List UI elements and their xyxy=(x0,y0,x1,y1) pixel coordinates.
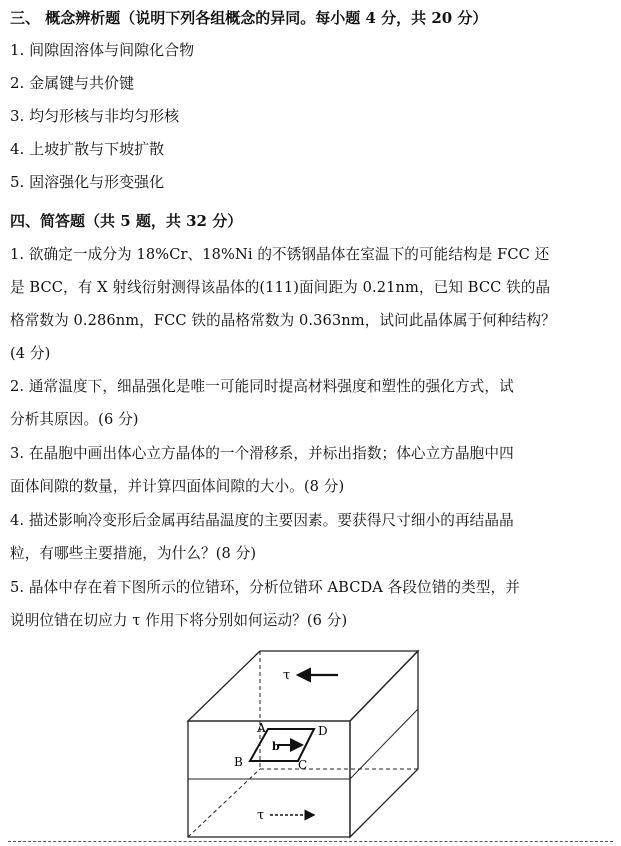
question-line: 2. 通常温度下，细晶强化是唯一可能同时提高材料强度和塑性的强化方式，试 xyxy=(10,378,514,395)
crystal-block xyxy=(188,651,418,837)
section-4-title: 四、简答题（共 5 题，共 32 分） xyxy=(10,212,243,230)
concept-item-2: 2. 金属键与共价键 xyxy=(10,74,135,92)
question-line: (4 分) xyxy=(10,345,51,362)
dislocation-loop-figure xyxy=(180,645,420,841)
question-line: 1. 欲确定一成分为 18%Cr、18%Ni 的不锈钢晶体在室温下的可能结构是 FCC 还 xyxy=(10,246,550,263)
question-line: 分析其原因。(6 分) xyxy=(10,411,139,428)
concept-item-1: 1. 间隙固溶体与间隙化合物 xyxy=(10,41,195,59)
question-line: 4. 描述影响冷变形后金属再结晶温度的主要因素。要获得尺寸细小的再结晶晶 xyxy=(10,512,514,529)
tau-bottom-label: τ xyxy=(257,808,265,823)
burgers-vector-label: b xyxy=(272,740,280,753)
question-line: 说明位错在切应力 τ 作用下将分别如何运动？(6 分) xyxy=(10,612,348,629)
tau-top-label: τ xyxy=(283,668,291,683)
concept-item-4: 4. 上坡扩散与下坡扩散 xyxy=(10,140,165,158)
loop-label-c: C xyxy=(298,758,308,772)
loop-label-d: D xyxy=(318,724,328,738)
loop-label-a: A xyxy=(257,721,266,735)
question-line: 5. 晶体中存在着下图所示的位错环，分析位错环 ABCDA 各段位错的类型，并 xyxy=(10,579,520,596)
question-line: 3. 在晶胞中画出体心立方晶体的一个滑移系，并标出指数；体心立方晶胞中四 xyxy=(10,445,514,462)
question-line: 格常数为 0.286nm，FCC 铁的晶格常数为 0.363nm，试问此晶体属于何种结构？ xyxy=(10,312,556,329)
loop-label-b: B xyxy=(234,755,243,769)
section-3-title: 三、 概念辨析题（说明下列各组概念的异同。每小题 4 分，共 20 分） xyxy=(10,9,488,27)
question-line: 是 BCC，有 X 射线衍射测得该晶体的(111)面间距为 0.21nm，已知 BCC 铁的晶 xyxy=(10,279,551,296)
question-line: 粒，有哪些主要措施，为什么？(8 分) xyxy=(10,545,257,562)
concept-item-5: 5. 固溶强化与形变强化 xyxy=(10,173,165,191)
concept-item-3: 3. 均匀形核与非均匀形核 xyxy=(10,107,180,125)
question-line: 面体间隙的数量，并计算四面体间隙的大小。(8 分) xyxy=(10,478,345,495)
page-bottom-divider xyxy=(8,841,613,842)
